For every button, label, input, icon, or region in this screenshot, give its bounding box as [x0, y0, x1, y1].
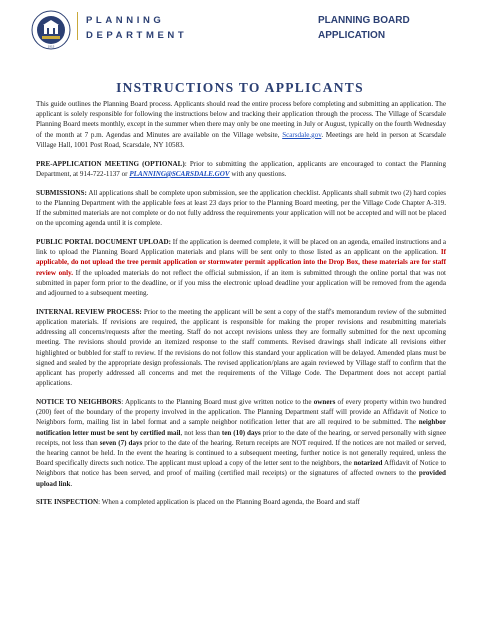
- notice-text-4: prior to the date of the hearing, or served personally with signee receipts, not less than: [36, 428, 446, 447]
- notice-heading: NOTICE TO NEIGHBORS: [36, 398, 122, 407]
- notice-emphasis-seven-days: seven (7) days: [99, 438, 143, 447]
- site-inspection-text: : When a completed application is placed on the Planning Board agenda, the Board and staff: [98, 498, 360, 507]
- form-name-line-2: APPLICATION: [318, 30, 386, 41]
- site-inspection-heading: SITE INSPECTION: [36, 498, 99, 507]
- notice-text-2: of every property within two hundred (200) feet of the boundary of the property involved in the application. The Planning Department staff will provide an Affidavit of Notice to Neighbors form, mailing list in label format and a sample neighbor notification letter that are all required to be submitted. The: [36, 398, 446, 427]
- pre-application-text: : Prior to submitting the application, applicants are encouraged to contact the Planning Department, at 914-722-1137 or: [36, 159, 446, 178]
- review-paragraph: [36, 307, 446, 389]
- submissions-paragraph: [36, 188, 446, 229]
- notice-text-7: .: [70, 479, 73, 488]
- notice-emphasis-upload-link: provided upload link: [36, 469, 446, 488]
- notice-paragraph: [36, 397, 446, 489]
- pre-application-heading: PRE-APPLICATION MEETING (OPTIONAL): [36, 159, 185, 168]
- portal-upload-heading: PUBLIC PORTAL DOCUMENT UPLOAD:: [36, 238, 171, 247]
- notice-text-3: , not less than: [180, 428, 222, 437]
- portal-upload-text-end: If the uploaded materials do not reflect the official submission, if an item is submitted through the online portal that was not submitted in paper form prior to the deadline, or if you miss the electronic upload deadline your application will be removed from the agenda and adjourned to a subsequent meeting.: [36, 268, 446, 298]
- department-name: [86, 13, 187, 43]
- notice-emphasis-certified: neighbor notification letter must be sent by certified mail: [36, 418, 446, 437]
- intro-text: This guide outlines the Planning Board process. Applicants should read the entire process before completing and submitting an application. The applicant is solely responsible for following the instructions below and tracking their application through the process. The Village of Scarsdale Planning Board meets monthly, except in the summer when there may only be one meeting in July or August, typically on the fourth Wednesday of the month at 7 p.m. Agendas and Minutes are available on the Village website,: [36, 100, 446, 139]
- pre-application-text-end: with any questions.: [229, 169, 287, 178]
- page-title: INSTRUCTIONS TO APPLICANTS: [116, 80, 364, 95]
- website-link[interactable]: Scarsdale.gov: [282, 130, 322, 139]
- email-link[interactable]: PLANNING@SCARSDALE.GOV: [129, 169, 230, 178]
- submissions-text: All applications shall be complete upon submission, see the application checklist. Applicants shall submit two (2) hard copies to the Planning Department with the applicable fees at least 23 days prior to the Planning Board meeting, per the Village Code Chapter A-319. If the submitted materials are not complete or do not fully address the requirements your application will not be accepted and will not be placed on the upcoming agenda until it is complete.: [36, 188, 446, 228]
- department-line-2: DEPARTMENT: [86, 30, 188, 41]
- review-text: Prior to the meeting the applicant will be sent a copy of the staff's memorandum review of the submitted application materials. If revisions are required, the applicant is responsible for making the proper revisions and resubmitting materials addressing all concerns/requests after the meeting. Staff do not accept revisions unless they are formally submitted for the next upcoming meeting. The revisions should provide an itemized response to the staff comments. Revised drawings shall indicate all revisions either highlighted or bubbled for staff to review. If the revisions do not follow this standard your application will be delayed. Amended plans must be signed and sealed by the appropriate design professionals. The revised application/plans are again reviewed by Village staff to confirm that the applicant has properly addressed all concerns and met the requirements of the Village Code. The Department does not accept partial applications.: [36, 307, 446, 388]
- intro-paragraph: [36, 99, 446, 150]
- notice-emphasis-notarized: notarized: [353, 459, 383, 468]
- form-name-line-1: PLANNING BOARD: [318, 15, 410, 26]
- pre-application-paragraph: [36, 159, 446, 179]
- document-body: [36, 99, 446, 516]
- review-heading: INTERNAL REVIEW PROCESS:: [36, 307, 142, 316]
- site-inspection-paragraph: [36, 497, 446, 507]
- notice-text-5: prior to the date of the hearing. Return receipts are NOT required. If the notices are not mailed or served, the hearing cannot be held. In the event the hearing is continued to a subsequent meeting, further notice is not generally required, unless the Board specifically directs such notice. The applicant must upload a copy of the letter sent to the neighbors, the: [36, 438, 447, 468]
- intro-text-end: . Meetings are held in person at Scarsdale Village Hall, 1001 Post Road, Scarsdale, NY 10583.: [36, 130, 446, 149]
- portal-warning-text: If applicable, do not upload the tree permit application or stormwater permit application into the Drop Box, these materials are for staff review only.: [36, 248, 446, 277]
- submissions-heading: SUBMISSIONS:: [36, 188, 87, 197]
- portal-upload-text: If the application is deemed complete, it will be placed on an agenda, emailed instructions and a link to upload the Planning Board Application materials and plans will be sent only to those listed as an applicant on the application.: [36, 238, 446, 257]
- department-line-1: PLANNING: [86, 15, 165, 26]
- portal-upload-paragraph: [36, 237, 446, 298]
- notice-text-6: Affidavit of Notice to Neighbors that notice has been served, and proof of mailing (certified mail receipts) or the signatures of affected owners to the: [36, 459, 446, 478]
- notice-emphasis-owners: owners: [313, 398, 336, 407]
- notice-emphasis-ten-days: ten (10) days: [221, 428, 261, 437]
- notice-text-1: : Applicants to the Planning Board must give written notice to the: [121, 398, 314, 407]
- form-name: [318, 13, 410, 43]
- header-divider: [77, 12, 78, 40]
- village-seal-logo: [31, 10, 71, 50]
- page-header: [0, 0, 480, 60]
- svg-text:1915: 1915: [47, 44, 55, 49]
